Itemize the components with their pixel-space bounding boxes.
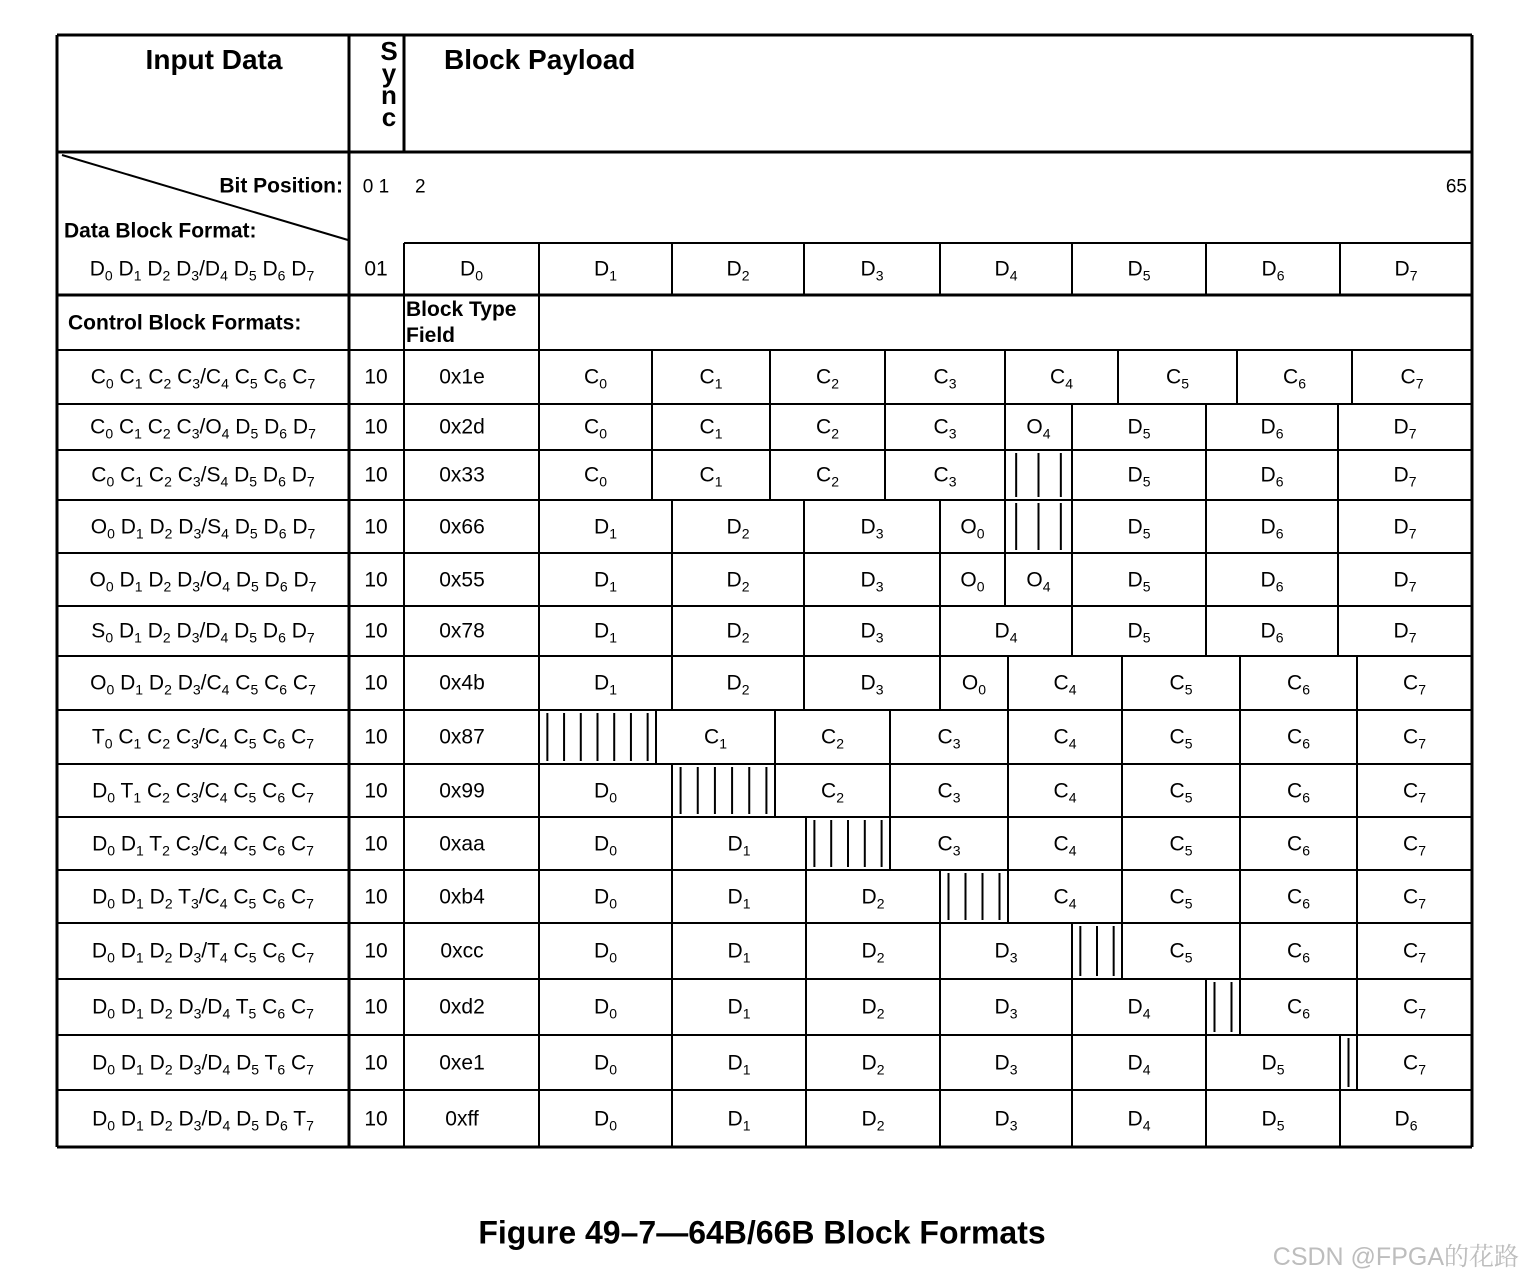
control-cell-6-4: $C_4$ bbox=[1053, 671, 1077, 698]
control-cell-14-5: $D_5$ bbox=[1261, 1107, 1285, 1133]
figure-caption: Figure 49–7—64B/66B Block Formats bbox=[478, 1214, 1046, 1251]
control-cell-13-7: $C_7$ bbox=[1403, 1051, 1426, 1077]
control-cell-0-3: $C_3$ bbox=[933, 365, 957, 392]
control-row-input-8: $D_0$ $T_1$ $C_2$ $C_3/C_4$ $C_5$ $C_6$ $C_7$ bbox=[92, 779, 314, 805]
control-cell-1-0: $C_0$ bbox=[584, 415, 607, 442]
control-cell-14-0: $D_0$ bbox=[594, 1107, 617, 1133]
control-cell-0-5: $C_5$ bbox=[1166, 365, 1189, 392]
control-cell-13-1: $D_1$ bbox=[727, 1051, 751, 1077]
control-row-input-5: $S_0$ $D_1$ $D_2$ $D_3/D_4$ $D_5$ $D_6$ $D_7$ bbox=[91, 619, 315, 646]
control-cell-4-3: $O_0$ bbox=[960, 568, 985, 594]
control-cell-12-2: $D_2$ bbox=[861, 995, 885, 1022]
control-cell-1-6: $D_6$ bbox=[1260, 415, 1284, 442]
sync-letter: c bbox=[381, 102, 397, 132]
control-cell-12-7: $C_7$ bbox=[1403, 995, 1426, 1022]
control-cell-4-2: $D_3$ bbox=[860, 568, 884, 594]
control-cell-13-4: $D_4$ bbox=[1127, 1051, 1151, 1077]
control-cell-4-4: $O_4$ bbox=[1026, 568, 1051, 594]
data-byte-0: $D_0$ bbox=[460, 257, 483, 284]
control-cell-14-4: $D_4$ bbox=[1127, 1107, 1151, 1133]
control-row-input-1: $C_0$ $C_1$ $C_2$ $C_3/O_4$ $D_5$ $D_6$ $D_7$ bbox=[90, 415, 316, 442]
control-cell-13-5: $D_5$ bbox=[1261, 1051, 1285, 1077]
control-row-block-type-0: 0x1e bbox=[439, 365, 485, 389]
control-cell-10-4: $C_4$ bbox=[1053, 885, 1077, 911]
input-data-header: Input Data bbox=[145, 44, 283, 75]
control-cell-8-7: $C_7$ bbox=[1403, 779, 1426, 805]
control-cell-11-5: $C_5$ bbox=[1169, 939, 1193, 966]
control-cell-1-7: $D_7$ bbox=[1393, 415, 1417, 442]
control-cell-14-3: $D_3$ bbox=[994, 1107, 1018, 1133]
sync-bit-numbers: 0 1 bbox=[362, 176, 390, 198]
control-cell-0-6: $C_6$ bbox=[1283, 365, 1306, 392]
control-cell-14-1: $D_1$ bbox=[727, 1107, 751, 1133]
control-cell-6-7: $C_7$ bbox=[1403, 671, 1426, 698]
control-cell-0-0: $C_0$ bbox=[584, 365, 607, 392]
control-cell-1-1: $C_1$ bbox=[699, 415, 723, 442]
control-cell-5-3: $D_4$ bbox=[994, 619, 1018, 646]
control-cell-1-3: $C_3$ bbox=[933, 415, 957, 442]
control-cell-8-2: $C_2$ bbox=[821, 779, 844, 805]
start-bit: 2 bbox=[415, 176, 426, 198]
control-cell-10-2: $D_2$ bbox=[861, 885, 885, 911]
control-cell-11-1: $D_1$ bbox=[727, 939, 751, 966]
control-cell-2-0: $C_0$ bbox=[584, 463, 607, 490]
control-cell-9-5: $C_5$ bbox=[1169, 832, 1193, 858]
control-row-sync-11: 10 bbox=[364, 939, 388, 963]
control-cell-8-6: $C_6$ bbox=[1287, 779, 1310, 805]
data-byte-1: $D_1$ bbox=[594, 257, 617, 284]
data-block-format-label: Data Block Format: bbox=[64, 219, 257, 243]
control-cell-6-5: $C_5$ bbox=[1169, 671, 1193, 698]
control-row-input-9: $D_0$ $D_1$ $T_2$ $C_3/C_4$ $C_5$ $C_6$ $C_7$ bbox=[92, 832, 314, 858]
control-cell-11-2: $D_2$ bbox=[861, 939, 885, 966]
data-byte-5: $D_5$ bbox=[1127, 257, 1151, 284]
control-row-sync-4: 10 bbox=[364, 568, 388, 591]
control-cell-7-7: $C_7$ bbox=[1403, 725, 1426, 752]
control-row-input-7: $T_0$ $C_1$ $C_2$ $C_3/C_4$ $C_5$ $C_6$ $C_7$ bbox=[91, 725, 315, 752]
control-row-block-type-6: 0x4b bbox=[439, 671, 485, 695]
control-row-input-11: $D_0$ $D_1$ $D_2$ $D_3/T_4$ $C_5$ $C_6$ $C_7$ bbox=[91, 939, 315, 966]
control-cell-1-4: $O_4$ bbox=[1026, 415, 1051, 442]
control-row-block-type-4: 0x55 bbox=[439, 568, 485, 591]
control-cell-2-5: $D_5$ bbox=[1127, 463, 1151, 490]
control-cell-14-6: $D_6$ bbox=[1394, 1107, 1418, 1133]
control-cell-12-6: $C_6$ bbox=[1287, 995, 1310, 1022]
control-cell-10-1: $D_1$ bbox=[727, 885, 751, 911]
control-row-block-type-1: 0x2d bbox=[439, 415, 485, 439]
data-byte-3: $D_3$ bbox=[860, 257, 884, 284]
control-cell-14-2: $D_2$ bbox=[861, 1107, 885, 1133]
control-cell-9-3: $C_3$ bbox=[937, 832, 961, 858]
control-cell-3-7: $D_7$ bbox=[1393, 515, 1417, 541]
control-row-block-type-9: 0xaa bbox=[439, 832, 485, 855]
control-cell-5-4: $D_5$ bbox=[1127, 619, 1151, 646]
control-cell-5-2: $D_3$ bbox=[860, 619, 884, 646]
control-cell-8-4: $C_4$ bbox=[1053, 779, 1077, 805]
watermark: CSDN @FPGA的花路 bbox=[1272, 1243, 1519, 1271]
control-row-sync-12: 10 bbox=[364, 995, 388, 1019]
data-byte-4: $D_4$ bbox=[994, 257, 1018, 284]
control-cell-3-2: $D_3$ bbox=[860, 515, 884, 541]
control-cell-7-4: $C_4$ bbox=[1053, 725, 1077, 752]
control-row-input-13: $D_0$ $D_1$ $D_2$ $D_3/D_4$ $D_5$ $T_6$ $C_7$ bbox=[92, 1051, 314, 1077]
data-block-input: $D_0$ $D_1$ $D_2$ $D_3/D_4$ $D_5$ $D_6$ $D_7$ bbox=[89, 257, 315, 284]
sync-letter: y bbox=[381, 58, 397, 88]
control-cell-7-2: $C_2$ bbox=[821, 725, 844, 752]
control-cell-11-7: $C_7$ bbox=[1403, 939, 1426, 966]
control-cell-4-7: $D_7$ bbox=[1393, 568, 1417, 594]
control-cell-5-0: $D_1$ bbox=[594, 619, 617, 646]
control-cell-1-5: $D_5$ bbox=[1127, 415, 1151, 442]
control-cell-7-3: $C_3$ bbox=[937, 725, 961, 752]
control-row-sync-5: 10 bbox=[364, 619, 388, 643]
control-row-sync-9: 10 bbox=[364, 832, 388, 855]
control-cell-9-1: $D_1$ bbox=[727, 832, 751, 858]
control-cell-13-0: $D_0$ bbox=[594, 1051, 617, 1077]
control-cell-0-7: $C_7$ bbox=[1400, 365, 1424, 392]
control-cell-9-0: $D_0$ bbox=[594, 832, 617, 858]
control-row-input-10: $D_0$ $D_1$ $D_2$ $T_3/C_4$ $C_5$ $C_6$ $C_7$ bbox=[92, 885, 314, 911]
control-cell-4-6: $D_6$ bbox=[1260, 568, 1284, 594]
control-row-input-4: $O_0$ $D_1$ $D_2$ $D_3/O_4$ $D_5$ $D_6$ $D_7$ bbox=[89, 568, 317, 594]
control-row-block-type-2: 0x33 bbox=[439, 463, 485, 487]
end-bit: 65 bbox=[1445, 176, 1467, 198]
control-cell-6-1: $D_2$ bbox=[726, 671, 750, 698]
control-cell-0-2: $C_2$ bbox=[816, 365, 839, 392]
control-cell-8-3: $C_3$ bbox=[937, 779, 961, 805]
data-block-sync: 01 bbox=[364, 257, 388, 281]
control-cell-12-3: $D_3$ bbox=[994, 995, 1018, 1022]
block-payload-header: Block Payload bbox=[444, 44, 636, 75]
control-cell-10-0: $D_0$ bbox=[594, 885, 617, 911]
control-row-sync-3: 10 bbox=[364, 515, 388, 538]
control-row-sync-13: 10 bbox=[364, 1051, 388, 1074]
control-cell-7-1: $C_1$ bbox=[704, 725, 727, 752]
control-cell-12-1: $D_1$ bbox=[727, 995, 751, 1022]
control-cell-12-0: $D_0$ bbox=[594, 995, 617, 1022]
control-cell-6-6: $C_6$ bbox=[1287, 671, 1310, 698]
control-row-sync-14: 10 bbox=[364, 1107, 388, 1130]
control-row-input-14: $D_0$ $D_1$ $D_2$ $D_3/D_4$ $D_5$ $D_6$ $T_7$ bbox=[92, 1107, 314, 1133]
control-cell-8-0: $D_0$ bbox=[594, 779, 617, 805]
data-byte-2: $D_2$ bbox=[726, 257, 750, 284]
control-cell-5-1: $D_2$ bbox=[726, 619, 750, 646]
control-cell-12-4: $D_4$ bbox=[1127, 995, 1151, 1022]
control-cell-9-4: $C_4$ bbox=[1053, 832, 1077, 858]
control-cell-2-3: $C_3$ bbox=[933, 463, 957, 490]
control-block-formats-label: Control Block Formats: bbox=[68, 311, 302, 335]
control-cell-5-5: $D_6$ bbox=[1260, 619, 1284, 646]
control-cell-2-7: $D_7$ bbox=[1393, 463, 1417, 490]
control-cell-9-6: $C_6$ bbox=[1287, 832, 1310, 858]
control-cell-3-3: $O_0$ bbox=[960, 515, 985, 541]
control-row-input-12: $D_0$ $D_1$ $D_2$ $D_3/D_4$ $T_5$ $C_6$ $C_7$ bbox=[92, 995, 314, 1022]
control-cell-1-2: $C_2$ bbox=[816, 415, 839, 442]
control-row-sync-2: 10 bbox=[364, 463, 388, 487]
control-row-block-type-8: 0x99 bbox=[439, 779, 485, 802]
control-row-sync-7: 10 bbox=[364, 725, 388, 749]
control-cell-13-3: $D_3$ bbox=[994, 1051, 1018, 1077]
control-cell-4-1: $D_2$ bbox=[726, 568, 750, 594]
control-row-block-type-14: 0xff bbox=[445, 1107, 479, 1130]
block-type-field-header: Block Type Field bbox=[406, 298, 517, 347]
control-cell-9-7: $C_7$ bbox=[1403, 832, 1426, 858]
control-cell-6-0: $D_1$ bbox=[594, 671, 617, 698]
control-cell-7-5: $C_5$ bbox=[1169, 725, 1193, 752]
control-cell-10-6: $C_6$ bbox=[1287, 885, 1310, 911]
control-cell-2-2: $C_2$ bbox=[816, 463, 839, 490]
control-row-input-2: $C_0$ $C_1$ $C_2$ $C_3/S_4$ $D_5$ $D_6$ $D_7$ bbox=[91, 463, 315, 490]
data-byte-6: $D_6$ bbox=[1261, 257, 1285, 284]
control-cell-5-6: $D_7$ bbox=[1393, 619, 1417, 646]
control-row-input-3: $O_0$ $D_1$ $D_2$ $D_3/S_4$ $D_5$ $D_6$ $D_7$ bbox=[90, 515, 316, 541]
control-row-sync-1: 10 bbox=[364, 415, 388, 439]
data-byte-7: $D_7$ bbox=[1394, 257, 1418, 284]
control-cell-2-1: $C_1$ bbox=[699, 463, 723, 490]
control-row-block-type-13: 0xe1 bbox=[439, 1051, 485, 1074]
control-row-block-type-10: 0xb4 bbox=[439, 885, 485, 908]
control-cell-2-6: $D_6$ bbox=[1260, 463, 1284, 490]
control-row-sync-0: 10 bbox=[364, 365, 388, 389]
control-cell-3-6: $D_6$ bbox=[1260, 515, 1284, 541]
control-cell-11-3: $D_3$ bbox=[994, 939, 1018, 966]
bit-position-label: Bit Position: bbox=[219, 174, 343, 198]
control-row-block-type-7: 0x87 bbox=[439, 725, 485, 749]
control-cell-10-7: $C_7$ bbox=[1403, 885, 1426, 911]
control-row-block-type-5: 0x78 bbox=[439, 619, 485, 643]
control-row-block-type-11: 0xcc bbox=[440, 939, 484, 963]
control-row-sync-10: 10 bbox=[364, 885, 388, 908]
control-row-sync-6: 10 bbox=[364, 671, 388, 695]
sync-letter: S bbox=[380, 36, 398, 66]
control-row-input-6: $O_0$ $D_1$ $D_2$ $D_3/C_4$ $C_5$ $C_6$ $C_7$ bbox=[90, 671, 316, 698]
control-row-sync-8: 10 bbox=[364, 779, 388, 802]
control-cell-10-5: $C_5$ bbox=[1169, 885, 1193, 911]
control-cell-11-6: $C_6$ bbox=[1287, 939, 1310, 966]
control-cell-4-5: $D_5$ bbox=[1127, 568, 1151, 594]
control-cell-8-5: $C_5$ bbox=[1169, 779, 1193, 805]
control-cell-3-5: $D_5$ bbox=[1127, 515, 1151, 541]
control-cell-6-2: $D_3$ bbox=[860, 671, 884, 698]
control-cell-6-3: $O_0$ bbox=[961, 671, 987, 698]
control-row-block-type-12: 0xd2 bbox=[439, 995, 485, 1019]
control-cell-13-2: $D_2$ bbox=[861, 1051, 885, 1077]
control-cell-11-0: $D_0$ bbox=[594, 939, 617, 966]
control-cell-7-6: $C_6$ bbox=[1287, 725, 1310, 752]
control-row-block-type-3: 0x66 bbox=[439, 515, 485, 538]
control-cell-0-1: $C_1$ bbox=[699, 365, 723, 392]
control-row-input-0: $C_0$ $C_1$ $C_2$ $C_3/C_4$ $C_5$ $C_6$ $C_7$ bbox=[90, 365, 316, 392]
sync-header bbox=[377, 36, 401, 132]
control-cell-4-0: $D_1$ bbox=[594, 568, 617, 594]
control-cell-3-0: $D_1$ bbox=[594, 515, 617, 541]
control-cell-3-1: $D_2$ bbox=[726, 515, 750, 541]
control-cell-0-4: $C_4$ bbox=[1050, 365, 1073, 392]
sync-letter: n bbox=[381, 80, 397, 110]
